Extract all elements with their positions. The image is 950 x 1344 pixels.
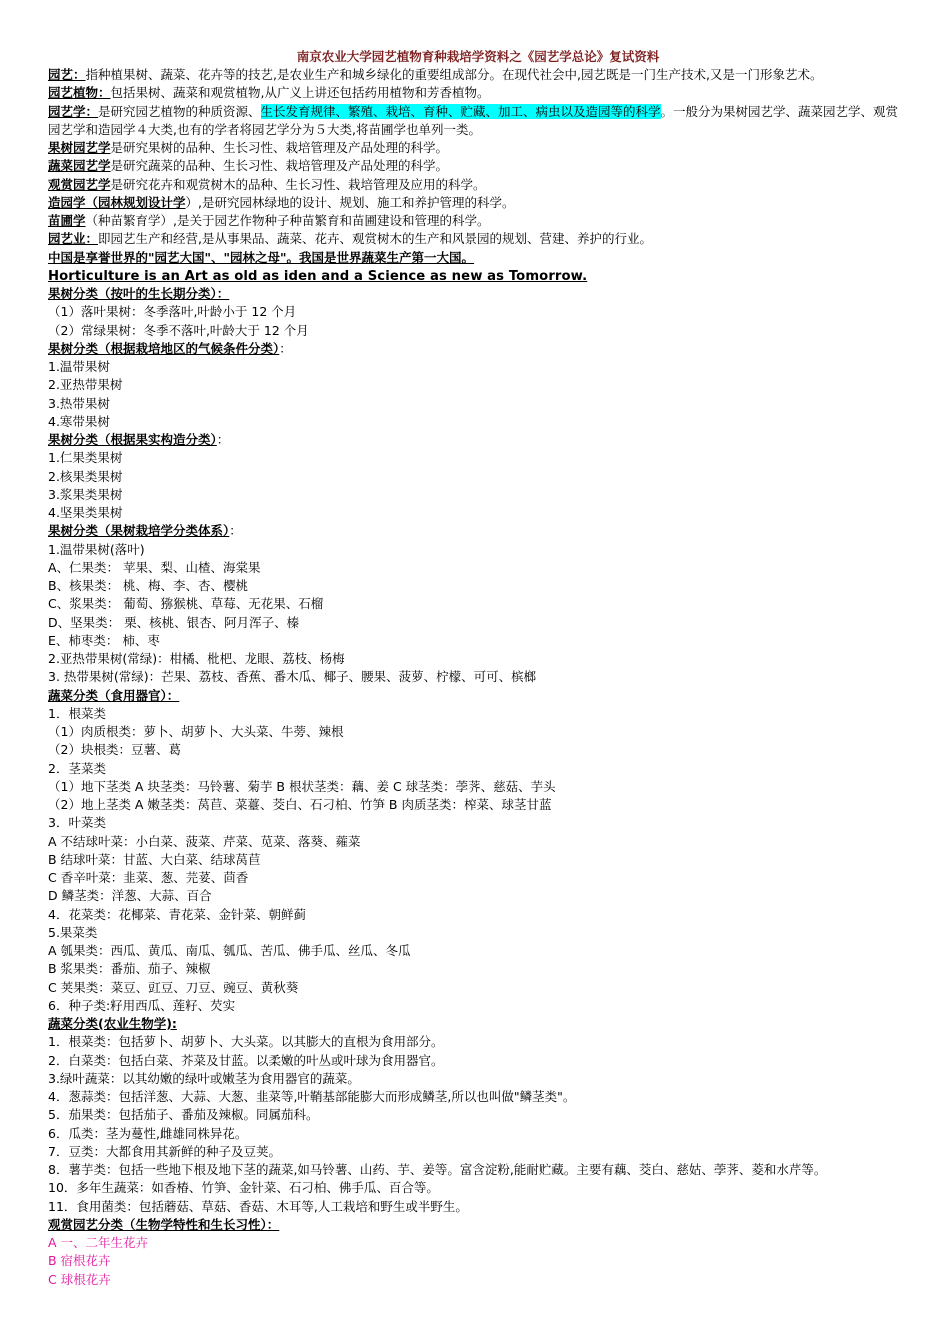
orn-list bbox=[48, 1234, 908, 1289]
list-item: 11．食用菌类：包括蘑菇、草菇、香菇、木耳等,人工栽培和野生或半野生。 bbox=[48, 1198, 468, 1214]
list-item: 3.热带果树 bbox=[48, 395, 110, 411]
def-text: 是研究果树的品种、生长习性、栽培管理及产品处理的科学。 bbox=[110, 140, 449, 155]
list-item: A、仁果类： 苹果、梨、山楂、海棠果 bbox=[48, 559, 261, 575]
list-item: 5．茄果类：包括茄子、番茄及辣椒。同属茄科。 bbox=[48, 1107, 319, 1123]
list-item: （1）地下茎类 A 块茎类：马铃薯、菊芋 B 根状茎类：藕、姜 C 球茎类：荸荠、慈菇、芋头 bbox=[48, 778, 556, 794]
list-item: 1.温带果树 bbox=[48, 359, 110, 374]
term: 园艺植物： bbox=[48, 85, 111, 101]
list-item: 3.浆果类果树 bbox=[48, 486, 123, 502]
section-heading bbox=[48, 522, 908, 540]
list-item: B 宿根花卉 bbox=[48, 1253, 111, 1269]
term: 观赏园艺学 bbox=[48, 176, 111, 192]
def-text: 是研究园艺植物的种质资源、 bbox=[98, 103, 261, 119]
list-item: 4．葱蒜类：包括洋葱、大蒜、大葱、韭菜等,叶鞘基部能膨大而形成鳞茎,所以也叫做"鳞茎类"。 bbox=[48, 1089, 576, 1104]
list-item: 6．瓜类：茎为蔓性,雌雄同株异花。 bbox=[48, 1125, 248, 1141]
def-yuanyi-zhiwu bbox=[48, 84, 908, 102]
term: 蔬菜园艺学 bbox=[48, 158, 111, 174]
list-item: （1）落叶果树：冬季落叶,叶龄小于 12 个月 bbox=[48, 304, 297, 320]
section-heading bbox=[48, 285, 908, 303]
term: 造园学（园林规划设计学 bbox=[48, 194, 186, 210]
list-item: 4．花菜类：花椰菜、青花菜、金针菜、朝鲜蓟 bbox=[48, 906, 306, 922]
fruit4-list bbox=[48, 541, 908, 687]
def-text: ）,是研究园林绿地的设计、规划、施工和养护管理的科学。 bbox=[185, 194, 515, 210]
list-item: （2）块根类：豆薯、葛 bbox=[48, 742, 181, 758]
heading-text: 观赏园艺分类（生物学特性和生长习性）： bbox=[48, 1216, 280, 1232]
list-item: 1.仁果类果树 bbox=[48, 450, 123, 466]
def-miaopu bbox=[48, 212, 908, 230]
section-heading bbox=[48, 1216, 908, 1234]
list-item: 8．薯芋类：包括一些地下根及地下茎的蔬菜,如马铃薯、山药、芋、姜等。富含淀粉,能耐贮藏。主要有藕、茭白、慈姑、荸荠、菱和水芹等。 bbox=[48, 1162, 827, 1177]
def-yuanyi bbox=[48, 66, 908, 84]
china-statement: 中国是享誉世界的"园艺大国"、"园林之母"。我国是世界蔬菜生产第一大国。 bbox=[48, 249, 475, 265]
def-text: 。一般分为果树园艺学、蔬菜园艺学、观赏园艺学和造园学４大类,也有的学者将园艺学分为５大类,将苗圃学也单列一类。 bbox=[48, 103, 899, 137]
list-item: 5.果菜类 bbox=[48, 924, 98, 940]
def-text: 是研究蔬菜的品种、生长习性、栽培管理及产品处理的科学。 bbox=[110, 158, 449, 174]
list-item: C 荚果类：菜豆、豇豆、刀豆、豌豆、黄秋葵 bbox=[48, 979, 299, 995]
list-item: 2.亚热带果树(常绿)：柑橘、枇杷、龙眼、荔枝、杨梅 bbox=[48, 651, 345, 666]
list-item: C 香辛叶菜：韭菜、葱、芫荽、茴香 bbox=[48, 870, 249, 885]
section-heading bbox=[48, 687, 908, 705]
term: 果树园艺学 bbox=[48, 140, 111, 155]
fruit1-list bbox=[48, 303, 908, 340]
list-item: 1．根菜类：包括萝卜、胡萝卜、大头菜。以其膨大的直根为食用部分。 bbox=[48, 1034, 444, 1050]
def-text: 即园艺生产和经营,是从事果品、蔬菜、花卉、观赏树木的生产和风景园的规划、营建、养护的行业。 bbox=[98, 231, 652, 247]
def-text: （种苗繁育学）,是关于园艺作物种子种苗繁育和苗圃建设和管理的科学。 bbox=[85, 213, 490, 228]
list-item: 1．根菜类 bbox=[48, 705, 106, 721]
def-text: 包括果树、蔬菜和观赏植物,从广义上讲还包括药用植物和芳香植物。 bbox=[110, 85, 490, 101]
list-item: A 不结球叶菜：小白菜、菠菜、芹菜、苋菜、落葵、蕹菜 bbox=[48, 833, 361, 849]
english-quote-line bbox=[48, 267, 908, 285]
fruit3-list bbox=[48, 449, 908, 522]
term: 苗圃学 bbox=[48, 213, 86, 228]
list-item: 7．豆类：大都食用其新鲜的种子及豆荚。 bbox=[48, 1143, 281, 1159]
section-heading bbox=[48, 340, 908, 358]
def-text: 是研究花卉和观赏树木的品种、生长习性、栽培管理及应用的科学。 bbox=[110, 176, 486, 192]
list-item: 2．白菜类：包括白菜、芥菜及甘蓝。以柔嫩的叶丛或叶球为食用器官。 bbox=[48, 1052, 444, 1068]
fruit2-list bbox=[48, 358, 908, 431]
list-item: 2．茎菜类 bbox=[48, 760, 106, 776]
section-heading bbox=[48, 431, 908, 449]
section-heading bbox=[48, 1015, 908, 1033]
def-shucai bbox=[48, 157, 908, 175]
term: 园艺： bbox=[48, 67, 86, 82]
document-title: 南京农业大学园艺植物育种栽培学资料之《园艺学总论》复试资料 bbox=[296, 49, 660, 64]
list-item: D、坚果类： 栗、核桃、银杏、阿月浑子、榛 bbox=[48, 614, 300, 630]
def-yuanyiye bbox=[48, 230, 908, 248]
list-item: A 一、二年生花卉 bbox=[48, 1235, 149, 1250]
heading-text: 果树分类（果树栽培学分类体系） bbox=[48, 523, 230, 539]
heading-text: 果树分类（按叶的生长期分类）： bbox=[48, 286, 230, 301]
veg1-list bbox=[48, 705, 908, 1015]
def-guoshu bbox=[48, 139, 908, 157]
list-item: 3.绿叶蔬菜：以其幼嫩的绿叶或嫩茎为食用器官的蔬菜。 bbox=[48, 1070, 360, 1086]
list-item: B 浆果类：番茄、茄子、辣椒 bbox=[48, 961, 211, 977]
document-page bbox=[48, 48, 908, 1289]
veg2-list bbox=[48, 1033, 908, 1216]
heading-text: 蔬菜分类（食用器官）： bbox=[48, 687, 180, 703]
list-item: 10．多年生蔬菜：如香椿、竹笋、金针菜、石刁柏、佛手瓜、百合等。 bbox=[48, 1180, 439, 1196]
list-item: B 结球叶菜：甘蓝、大白菜、结球莴苣 bbox=[48, 851, 261, 867]
highlighted-text: 生长发育规律、繁殖、栽培、育种、贮藏、加工、病虫以及造园等的科学 bbox=[260, 103, 661, 119]
heading-tail: ： bbox=[279, 340, 292, 356]
list-item: C 球根花卉 bbox=[48, 1271, 111, 1287]
list-item: 4.坚果类果树 bbox=[48, 505, 123, 520]
list-item: D 鳞茎类：洋葱、大蒜、百合 bbox=[48, 888, 212, 904]
list-item: （2）常绿果树：冬季不落叶,叶龄大于 12 个月 bbox=[48, 322, 309, 338]
def-text: 指种植果树、蔬菜、花卉等的技艺,是农业生产和城乡绿化的重要组成部分。在现代社会中,园艺既是一门生产技术,又是一门形象艺术。 bbox=[85, 67, 823, 82]
list-item: A 瓠果类：西瓜、黄瓜、南瓜、瓠瓜、苦瓜、佛手瓜、丝瓜、冬瓜 bbox=[48, 943, 411, 958]
heading-text: 果树分类（根据果实构造分类） bbox=[48, 432, 217, 447]
list-item: 2.亚热带果树 bbox=[48, 377, 123, 393]
term: 园艺业： bbox=[48, 231, 99, 247]
def-yuanyixue bbox=[48, 103, 908, 140]
list-item: （2）地上茎类 A 嫩茎类：莴苣、菜薹、茭白、石刁柏、竹笋 B 肉质茎类：榨菜、球茎甘蓝 bbox=[48, 797, 552, 812]
term: 园艺学： bbox=[48, 103, 99, 119]
list-item: E、柿枣类： 柿、枣 bbox=[48, 632, 160, 648]
heading-text: 果树分类（根据栽培地区的气候条件分类） bbox=[48, 340, 280, 356]
list-item: B、核果类： 桃、梅、李、杏、樱桃 bbox=[48, 578, 249, 593]
def-guanshang bbox=[48, 176, 908, 194]
list-item: （1）肉质根类：萝卜、胡萝卜、大头菜、牛蒡、辣根 bbox=[48, 724, 344, 739]
heading-text: 蔬菜分类(农业生物学): bbox=[48, 1016, 177, 1031]
list-item: C、浆果类： 葡萄、猕猴桃、草莓、无花果、石榴 bbox=[48, 596, 324, 612]
list-item: 6．种子类:籽用西瓜、莲籽、芡实 bbox=[48, 997, 236, 1013]
english-quote: Horticulture is an Art as old as iden and a Science as new as Tomorrow. bbox=[48, 268, 588, 284]
list-item: 2.核果类果树 bbox=[48, 468, 123, 484]
list-item: 1.温带果树(落叶) bbox=[48, 541, 145, 557]
heading-tail: ： bbox=[229, 523, 242, 539]
list-item: 3. 热带果树(常绿)：芒果、荔枝、香蕉、番木瓜、椰子、腰果、菠萝、柠檬、可可、槟榔 bbox=[48, 669, 537, 685]
list-item: 3．叶菜类 bbox=[48, 815, 106, 831]
def-zaoyuan bbox=[48, 194, 908, 212]
heading-tail: ： bbox=[216, 432, 230, 447]
list-item: 4.寒带果树 bbox=[48, 413, 110, 429]
